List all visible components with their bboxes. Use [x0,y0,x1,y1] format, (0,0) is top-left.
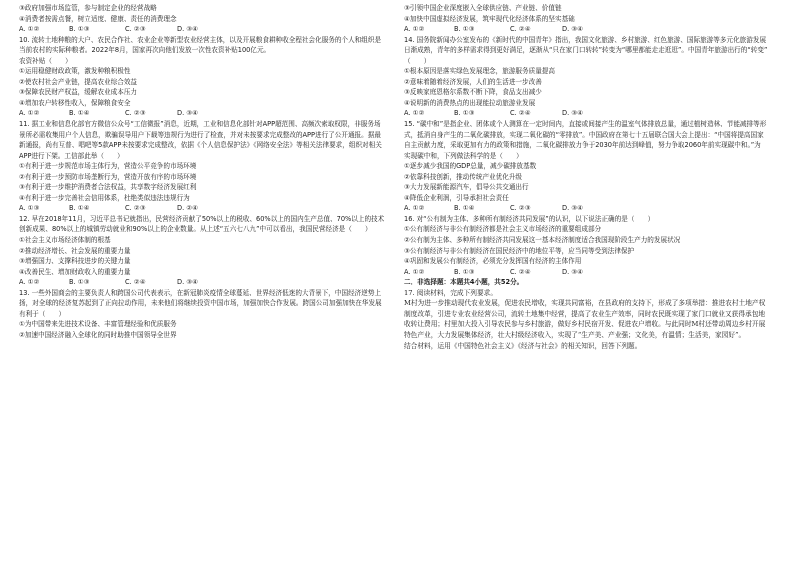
answer-option: B. ①③ [454,25,475,34]
text-line: 农资补贴（ ） [19,56,72,65]
text-line: 17. 阅读材料，完成下列要求。 [404,288,498,297]
answer-option: C. ②③ [125,204,146,213]
text-line: 12. 早在2018年11月，习近平总书记就指出，民营经济贡献了50%以上的税收、60%以上的国内生产总值、70%以上的技术 [19,214,385,223]
answer-option: D. ③④ [562,267,584,276]
answer-option: C. ②③ [125,109,146,118]
answer-options [404,108,772,119]
answer-option: D. ②④ [177,204,199,213]
answer-option: A. ①② [19,278,40,287]
text-line: 11. 据工业和信息化部官方微信公众号“工信微报”消息，近期，工业和信息化部针对APP超范围、高频次索取权限，非服务场 [19,120,381,129]
answer-option: B. ①③ [69,278,90,287]
text-line: ②公有制为主体、多种所有制经济共同发展这一基本经济制度适合我国现阶段生产力的发展状况 [404,236,681,245]
answer-option: D. ③④ [562,204,584,213]
answer-option: C. ②③ [125,25,146,34]
answer-option: D. ③④ [177,278,199,287]
answer-options [19,24,387,35]
left-column [19,3,387,341]
text-line: ④说明新的消费热点的出现能拉动旅游业发展 [404,98,536,107]
answer-option: C. ②③ [510,204,531,213]
text-line: 13. 一些外国商会的主要负责人和跨国公司代表表示，在新冠肺炎疫情全球蔓延、世界经济低迷的大背景下，中国经济逆势上 [19,288,382,297]
text-line: ①有利于进一步规范市场主体行为，营造公平竞争的市场环境 [19,162,197,171]
answer-option: C. ②④ [510,267,531,276]
text-line: ①根本原因是落实绿色发展理念，旅游服务质量提高 [404,67,555,76]
text-line: 式，抵消自身产生的二氧化碳排放，实现二氧化碳的“零排放”。中国政府在第七十五届联合国大会上提出：“中国将提高国家 [404,130,764,139]
text-line: ③公有制经济与非公有制经济在国民经济中的地位平等，应当同等受到法律保护 [404,246,635,255]
answer-option: A. ①② [404,204,425,213]
text-line: 扬，对全球的经济复苏起到了正向拉动作用，未来他们将继续投资中国市场，加强加快合作发展。跨国公司加强加快在华发展 [19,299,382,308]
text-line: ④改善民生、增加财政收入的重要力量 [19,267,131,276]
text-line: ③有利于进一步维护消费者合法权益，共享数字经济发展红利 [19,183,197,192]
answer-option: B. ①④ [69,109,90,118]
text-line: ④加快中国虚拟经济发展，筑牢现代化经济体系的坚实基础 [404,14,575,23]
answer-option: A. ①② [404,109,425,118]
text-line: ③引领中国企业深度嵌入全球供应链、产业链、价值链 [404,4,562,12]
text-line: 10. 流转土地种粮的大户、农民合作社、农业企业等新型农业经营主体，以及开展粮食耕种收全程社会化服务的个人和组织是 [19,35,382,44]
answer-option: D. ③④ [562,25,584,34]
answer-option: A. ①② [404,267,425,276]
text-line: ②意味着随着经济发展，人们的生活进一步改善 [404,77,542,86]
text-line: 收转让费用；村里加大投入引导农民参与乡村旅游，做好乡村民宿开发、促进农户增收。与此同时M村还带动周边乡村开展 [404,320,766,329]
text-line: 当前农村的实际种粮者。2022年8月，国家再次向他们发放一次性农资补贴100亿元。 [19,46,271,55]
text-line: 景所必需收集用户个人信息，欺骗误导用户下载等违规行为进行了检查，并对未按要求完成整改的APP进行了公开通报。据最 [19,130,381,139]
text-line: ①社会主义市场经济体制的根基 [19,236,111,245]
right-column [404,3,772,351]
answer-options [404,203,772,214]
text-line: ②使农村社会产业链，提高农业综合效益 [19,77,138,86]
text-line: 结合材料，运用《中国特色社会主义》《经济与社会》的相关知识，回答下列题。 [404,341,642,350]
text-line: 实现碳中和，下列做法科学的是（ ） [404,151,523,160]
answer-option: B. ①③ [69,25,90,34]
answer-options [19,203,387,214]
text-line: ②依靠科技创新，推动传统产业优化升级 [404,172,523,181]
text-line: ④降低企业利润，引导承担社会责任 [404,193,509,202]
answer-option: A. ①② [19,109,40,118]
text-line: 14. 国务院新闻办公室发布的《新时代的中国青年》指出，我国文化旅游、乡村旅游、红色旅游、国际旅游等多元化旅游发展 [404,35,767,44]
answer-options [404,24,772,35]
text-line: ③反映家庭恩格尔系数不断下降，食品支出减少 [404,88,542,97]
text-line: 二．非选择题：本题共4小题，共52分。 [404,278,524,287]
text-line: ④消费者按需点餐，树立适度、健康、责任的消费理念 [19,14,177,23]
answer-option: C. ②④ [510,109,531,118]
answer-option: B. ①④ [454,204,475,213]
answer-option: C. ②④ [125,278,146,287]
answer-option: A. ①② [404,25,425,34]
answer-option: B. ①④ [69,204,90,213]
text-line: 有利于（ ） [19,309,66,318]
text-line: （ ） [404,56,431,65]
text-line: M村为进一步推动现代农业发展，促进农民增收，实现共同富裕，在县政府的支持下，形成了多项举措：推进农村土地产权 [404,299,766,308]
answer-option: A. ①② [19,25,40,34]
text-line: ④有利于进一步完善社会信用体系，杜绝类似违法违规行为 [19,193,190,202]
answer-option: D. ③④ [177,109,199,118]
text-line: ④增加农户转移性收入，保障粮食安全 [19,98,131,107]
text-line: 创新成果、80%以上的城镇劳动就业和90%以上的企业数量。从上述“五六七八九”中可以看出，我国民营经济是（ ） [19,225,372,234]
answer-option: C. ②④ [510,25,531,34]
text-line: 新通报，尚有互普、唱吧等5款APP未按要求完成整改，依据《个人信息保护法》《网络安全法》等相关法律要求，组织对相关 [19,141,382,150]
answer-option: D. ③④ [562,109,584,118]
text-line: ①为中国带来先进技术设备、丰富管理经验和优质服务 [19,320,177,329]
text-line: 15. “碳中和”是指企业、团体或个人测算在一定时间内，直接或间接产生的温室气体排放总量，通过植树造林、节能减排等形 [404,120,767,129]
text-line: ③政府加强市场监管，参与制定企业的经营战略 [19,4,157,12]
text-line: 特色产业，大力发展集体经济，壮大村级经济收入，实现了“生产美、产业强；文化美，有温情；生活美，家园好”。 [404,330,746,339]
answer-option: B. ①③ [454,109,475,118]
text-line: ①公有制经济与非公有制经济都是社会主义市场经济的重要组成部分 [404,225,602,234]
answer-options [19,108,387,119]
text-line: ③增强国力、支撑科技进步的关键力量 [19,257,131,266]
text-line: 16. 对“公有制为主体、多种所有制经济共同发展”的认识，以下说法正确的是（ ） [404,214,655,223]
text-line: 日渐成熟，青年的多样需求得到更好满足，逐渐从“只在家门口转转”转变为“哪里都能走走逛逛”。中国青年旅游出行的“转变” [404,46,768,55]
answer-options [404,267,772,278]
text-line: ②推动经济增长、社会发展的重要力量 [19,246,131,255]
text-line: ③大力发展新能源汽车，倡导公共交通出行 [404,183,529,192]
text-line: ④巩固和发展公有制经济，必须充分发挥国有经济的主体作用 [404,257,582,266]
answer-option: B. ①③ [454,267,475,276]
answer-options [19,277,387,288]
text-line: 制度改革，引进专业农业经营公司，流转土地集中经营，提高了农业生产效率，同时农民既实现了家门口就业又获得承包地 [404,309,766,318]
text-line: APP进行下架。工信部此举（ ） [19,151,124,160]
text-line: 自主贡献力度，采取更加有力的政策和措施，二氧化碳排放力争于2030年前达到峰值，努力争取2060年前实现碳中和。”为 [404,141,761,150]
text-line: ②加速中国经济融入全球化的同时助推中国领导全世界 [19,330,177,339]
text-line: ①逐步减少我国的GDP总量，减少碳排放基数 [404,162,537,171]
text-line: ③保障农民财产权益，缓解农业成本压力 [19,88,138,97]
answer-option: A. ①③ [19,204,40,213]
text-line: ①运用稳健财政政策，激发种粮积极性 [19,67,131,76]
text-line: ②有利于进一步预防市场垄断行为，营造开放有序的市场环境 [19,172,197,181]
answer-option: D. ③④ [177,25,199,34]
